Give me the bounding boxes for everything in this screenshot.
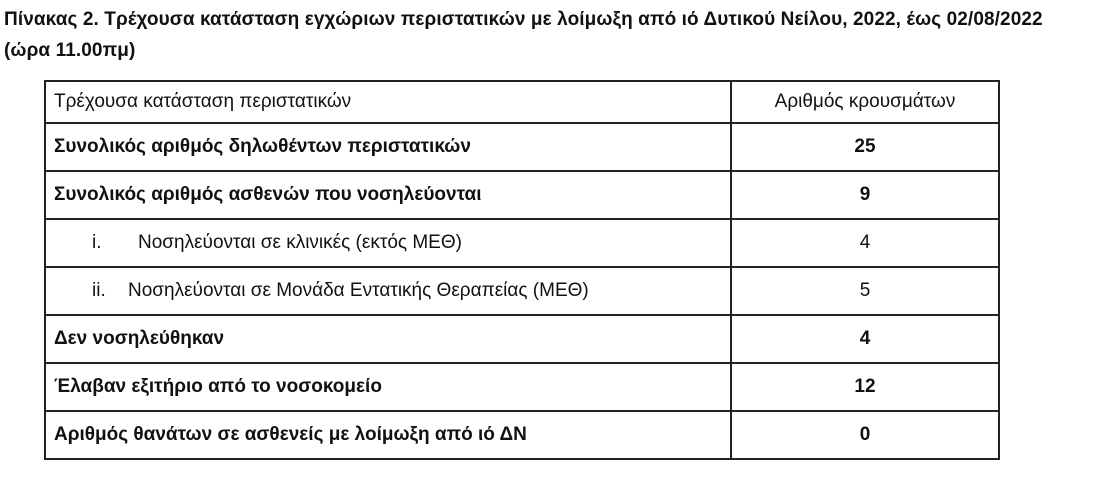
row-label: Αριθμός θανάτων σε ασθενείς με λοίμωξη από ιό ΔΝ xyxy=(45,411,731,459)
table-row xyxy=(45,315,999,363)
row-label: Νοσηλεύονται σε Μονάδα Εντατικής Θεραπείας (ΜΕΘ) xyxy=(128,280,589,301)
row-label: Συνολικός αριθμός ασθενών που νοσηλεύονται xyxy=(45,171,731,219)
row-value: 4 xyxy=(731,315,999,363)
table-header-row xyxy=(45,81,999,123)
table-row xyxy=(45,267,999,315)
row-value: 9 xyxy=(731,171,999,219)
row-label: Έλαβαν εξιτήριο από το νοσοκομείο xyxy=(45,363,731,411)
table-row xyxy=(45,411,999,459)
row-value: 25 xyxy=(731,123,999,171)
row-marker: i. xyxy=(92,232,102,253)
row-label: Νοσηλεύονται σε κλινικές (εκτός ΜΕΘ) xyxy=(138,232,462,253)
table-row xyxy=(45,219,999,267)
row-value: 12 xyxy=(731,363,999,411)
row-value: 4 xyxy=(731,219,999,267)
row-label: Δεν νοσηλεύθηκαν xyxy=(45,315,731,363)
table-row xyxy=(45,123,999,171)
row-marker: ii. xyxy=(92,280,106,301)
header-status: Τρέχουσα κατάσταση περιστατικών xyxy=(45,81,731,123)
header-case-count: Αριθμός κρουσμάτων xyxy=(731,81,999,123)
table-row xyxy=(45,363,999,411)
cases-table xyxy=(44,80,1000,460)
table-caption: Πίνακας 2. Τρέχουσα κατάσταση εγχώριων περιστατικών με λοίμωξη από ιό Δυτικού Νείλου, 2022, έως 02/08/2022 (ώρα 11.00πμ) xyxy=(4,9,1043,61)
table-row xyxy=(45,171,999,219)
row-label: Συνολικός αριθμός δηλωθέντων περιστατικών xyxy=(45,123,731,171)
row-value: 5 xyxy=(731,267,999,315)
row-value: 0 xyxy=(731,411,999,459)
